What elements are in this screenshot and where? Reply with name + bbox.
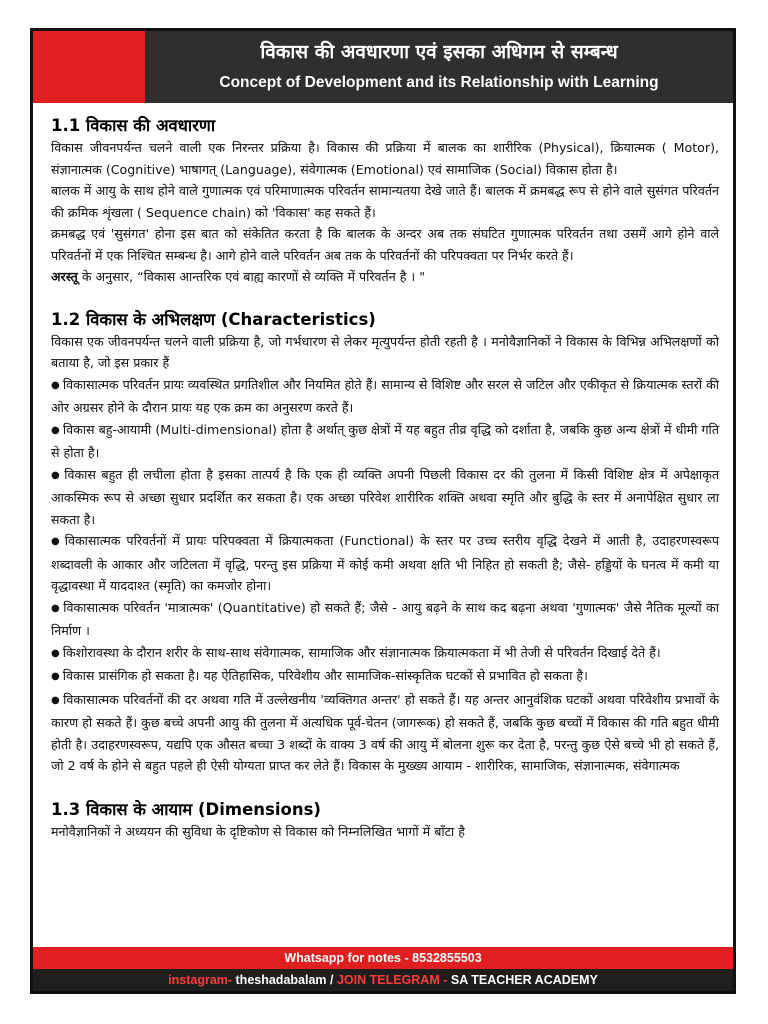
page-content	[51, 115, 719, 842]
section-3-heading: 1.3 विकास के आयाम (Dimensions)	[51, 799, 321, 819]
characteristic-bullet: ● विकासात्मक परिवर्तनों की दर अथवा गति में उल्लेखनीय 'व्यक्तिगत अन्तर' हो सकते हैं। यह अन्तर आनुवंशिक घटकों अथवा परिवेशीय प्रभावों के कारण हो सकते हैं। कुछ बच्चे अपनी आयु की तुलना में अत्यधिक पूर्व-चेतन (जागरूक) हो सकते हैं, जबकि कुछ बच्चों में विकास की गति बहुत धीमी होती है। उदाहरणस्वरूप, यद्यपि एक औसत बच्चा 3 शब्दों के वाक्य 3 वर्ष की आयु में बोलना शुरू कर देता है, परन्तु कुछ ऐसे बच्चे भी हो सकते हैं, जो 2 वर्ष के होने से बहुत पहले ही ऐसी योग्यता प्राप्त कर लेते हैं। विकास के मुख्ख्य आयाम - शारीरिक, सामाजिक, संज्ञानात्मक, संवेगात्मक	[51, 689, 719, 777]
section-1-paragraph-2: बालक में आयु के साथ होने वाले गुणात्मक एवं परिमाणात्मक परिवर्तन सामान्यतया देखे जाते हैं। बालक में क्रमबद्ध रूप से होने वाले सुसंगत परिवर्तन की क्रमिक शृंखला ( Sequence chain) को 'विकास' कह सकते हैं।	[51, 183, 719, 220]
header-red-block	[33, 31, 145, 103]
characteristic-bullet: ● विकासात्मक परिवर्तन 'मात्रात्मक' (Quantitative) हो सकते हैं; जैसे - आयु बढ़ने के साथ कद बढ़ना अथवा 'गुणात्मक' जैसे नैतिक मूल्यों का निर्माण ।	[51, 597, 719, 642]
section-1-paragraph-1: विकास जीवनपर्यन्त चलने वाली एक निरन्तर प्रक्रिया है। विकास की प्रक्रिया में बालक का शारीरिक (Physical), क्रियात्मक ( Motor), संज्ञानात्मक (Cognitive) भाषागत् (Language), संवेगात्मक (Emotional) एवं सामाजिक (Social) विकास होता है।	[51, 140, 719, 177]
whatsapp-banner: Whatsapp for notes - 8532855503	[33, 947, 733, 969]
characteristic-bullet: ● विकासात्मक परिवर्तनों में प्रायः परिपक्वता में क्रियात्मकता (Functional) के स्तर पर उच्च स्तरीय वृद्धि देखने में आती है, उदाहरणस्वरूप शब्दावली के आकार और जटिलता में वृद्धि, परन्तु इस प्रक्रिया में कोई कमी अथवा क्षति भी निहित हो सकती है; जैसे- हड्डियों के घनत्व में कमी या वृद्धावस्था में याददाश्त (स्मृति) का कमजोर होना।	[51, 530, 719, 597]
characteristic-bullet: ● विकास प्रासंगिक हो सकता है। यह ऐतिहासिक, परिवेशीय और सामाजिक-सांस्कृतिक घटकों से प्रभावित हो सकता है।	[51, 665, 719, 689]
page-frame	[30, 28, 736, 994]
academy-name: SA TEACHER ACADEMY	[450, 973, 598, 987]
quote-text: के अनुसार, “विकास आन्तरिक एवं बाह्य कारणों से व्यक्ति में परिवर्तन है । "	[77, 269, 425, 284]
section-2-heading: 1.2 विकास के अभिलक्षण (Characteristics)	[51, 309, 376, 329]
separator: /	[330, 973, 334, 987]
quote-author: अरस्तू	[51, 269, 78, 284]
section-1-paragraph-3: क्रमबद्ध एवं 'सुसंगत' होना इस बात को संकेतित करता है कि बालक के अन्दर अब तक संघटित गुणात्मक परिवर्तन तथा उसमें आगे होने वाले परिवर्तनों में एक निश्चित सम्बन्ध है। आगे होने वाले परिवर्तन अब तक के परिवर्तनों की परिपक्वता पर निर्भर करते हैं।	[51, 226, 719, 263]
page-header	[33, 31, 733, 103]
characteristic-bullet: ● किशोरावस्था के दौरान शरीर के साथ-साथ संवेगात्मक, सामाजिक और संज्ञानात्मक क्रियात्मकता में भी तेजी से परिवर्तन दिखाई देते हैं।	[51, 642, 719, 666]
section-2-intro: विकास एक जीवनपर्यन्त चलने वाली प्रक्रिया है, जो गर्भधारण से लेकर मृत्युपर्यन्त होती रहती है । मनोवैज्ञानिकों ने विकास के विभिन्न अभिलक्षणों को बताया है, जो इस प्रकार हैं	[51, 333, 719, 370]
telegram-label: JOIN TELEGRAM -	[333, 973, 451, 987]
section-3-text: मनोवैज्ञानिकों ने अध्ययन की सुविधा के दृष्टिकोण से विकास को निम्नलिखित भागों में बाँटा है	[51, 823, 465, 839]
header-title-hindi: विकास की अवधारणा एवं इसका अधिगम से सम्बन्ध	[260, 41, 618, 63]
section-1-heading: 1.1 विकास की अवधारणा	[51, 116, 216, 135]
characteristic-bullet: ● विकास बहुत ही लचीला होता है इसका तात्पर्य है कि एक ही व्यक्ति अपनी पिछली विकास दर की तुलना में किसी विशिष्ट क्षेत्र में अपेक्षाकृत आकस्मिक रूप से अच्छा सुधार प्रदर्शित कर सकता है। एक अच्छा परिवेश शारीरिक शक्ति अथवा स्मृति और बुद्धि के स्तर में अनापेक्षित सुधार ला सकता है।	[51, 464, 719, 531]
characteristic-bullet: ● विकासात्मक परिवर्तन प्रायः व्यवस्थित प्रगतिशील और नियमित होते हैं। सामान्य से विशिष्ट और सरल से जटिल और एकीकृत से क्रियात्मक स्तरों की ओर अग्रसर होने के दौरान प्रायः यह एक क्रम का अनुसरण करते हैं।	[51, 374, 719, 419]
page-footer	[33, 947, 733, 991]
instagram-label: instagram-	[168, 973, 233, 987]
section-1-quote	[51, 266, 719, 288]
instagram-handle: theshadabalam	[232, 973, 330, 987]
characteristic-bullet: ● विकास बहु-आयामी (Multi-dimensional) होता है अर्थात् कुछ क्षेत्रों में यह बहुत तीव्र वृद्धि को दर्शाता है, जबकि कुछ अन्य क्षेत्रों में धीमी गति से होता है।	[51, 419, 719, 464]
header-title-english: Concept of Development and its Relationship with Learning	[219, 74, 659, 91]
social-banner	[33, 969, 733, 991]
